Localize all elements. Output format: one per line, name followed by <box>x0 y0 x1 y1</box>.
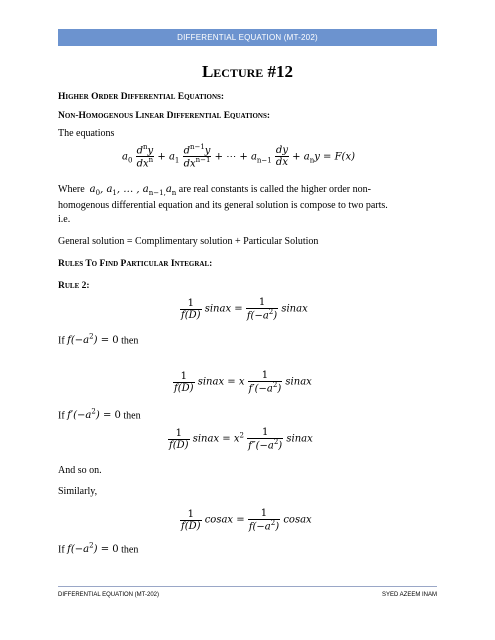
condition-3: If $f(-a^2) = 0$ then <box>58 542 139 556</box>
if-label-2: If <box>58 410 65 422</box>
rule2-equation-1: $\frac{1}{f(D)}$ sinax = $\frac{1}{f(-a^2)}$ sinax <box>181 297 308 322</box>
ie-text: i.e. <box>58 214 71 225</box>
rule2-equation-3: $\frac{1}{f(D)}$ sinax = $x^2$ $\frac{1}{f''(-a^2)}$ sinax <box>169 427 313 452</box>
general-de-equation: $a_0$ $\frac{d^ny}{dx^n}$ + $a_1$ $\frac{d^{n-1}y}{dx^{n-1}}$ + ⋯ + $a_{n-1}$ $\frac{dy}{dx}$ + $a_ny = F(x)$ <box>122 143 355 170</box>
condition-2: If $f'(-a^2) = 0$ then <box>58 408 141 422</box>
rule2-equation-4: $\frac{1}{f(D)}$ cosax = $\frac{1}{f(-a^2)}$ cosax <box>181 508 312 533</box>
condition-1: If $f(-a^2) = 0$ then <box>58 333 139 347</box>
section-rules-heading: Rules To Find Particular Integral: <box>58 259 213 269</box>
footer-course: DIFFERENTIAL EQUATION (MT-202) <box>58 592 160 598</box>
then-label-1: then <box>121 335 139 347</box>
footer-author: SYED AZEEM INAM <box>381 592 437 598</box>
footer-divider <box>58 586 437 587</box>
page-header <box>58 29 437 46</box>
then-label-3: then <box>121 544 139 556</box>
where-line-2: homogenous differential equation and its general solution is compose to two parts. <box>58 200 388 211</box>
similarly-text: Similarly, <box>58 486 98 497</box>
rule2-equation-2: $\frac{1}{f(D)}$ sinax = x $\frac{1}{f'(-a^2)}$ sinax <box>174 370 312 395</box>
then-label-2: then <box>123 410 141 422</box>
if-label-3: If <box>58 544 65 556</box>
section-rule-2: Rule 2: <box>58 281 90 291</box>
if-label-1: If <box>58 335 65 347</box>
header-course-title: DIFFERENTIAL EQUATION (MT-202) <box>177 33 318 42</box>
where-line-1-tail: are real constants is called the higher order non- <box>178 184 371 195</box>
section-higher-order: Higher Order Differential Equations: <box>58 92 225 102</box>
lecture-title: Lecture #12 <box>201 62 294 81</box>
and-so-on-text: And so on. <box>58 465 102 476</box>
general-solution-text: General solution = Complimentary solution + Particular Solution <box>58 236 319 247</box>
section-non-homogenous: Non-Homogenous Linear Differential Equations: <box>58 111 271 121</box>
the-equations-text: The equations <box>58 128 115 139</box>
where-line-1: Where $a_0$, $a_1$, … , $a_{n-1,}a_n$ are real constants is called the higher order non- <box>58 184 371 197</box>
